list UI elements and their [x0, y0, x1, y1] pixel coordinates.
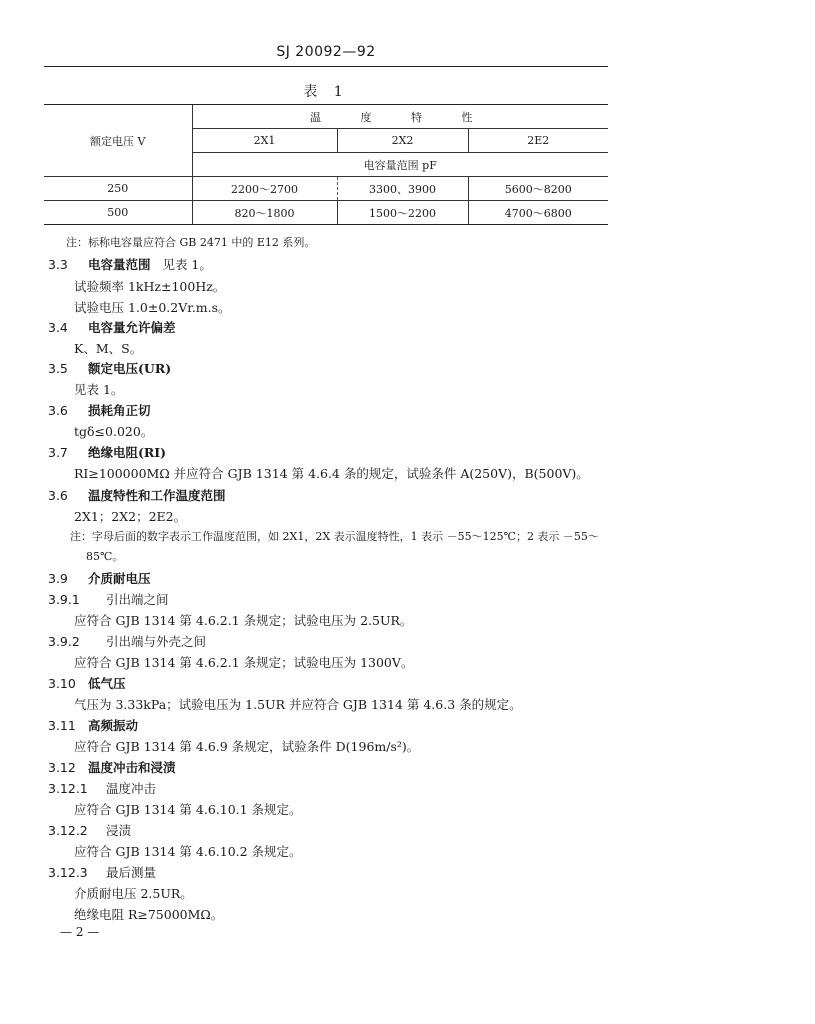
- header-rule: [44, 66, 608, 67]
- table-title: 表 1: [303, 84, 349, 100]
- section-3-9-2-heading: 3.9.2 引出端与外壳之间: [48, 634, 207, 649]
- sub-header-capacitance-range: 电容量范围 pF: [192, 153, 608, 177]
- section-3-12-2-heading: 3.12.2 浸渍: [48, 823, 132, 838]
- paragraph: tgδ≤0.020。: [74, 424, 154, 439]
- table-cell: 2200～2700: [192, 177, 337, 201]
- table-cell: 250: [44, 177, 192, 201]
- paragraph: 见表 1。: [74, 382, 124, 397]
- paragraph: 应符合 GJB 1314 第 4.6.2.1 条规定；试验电压为 2.5UR。: [74, 613, 413, 628]
- table-note: 注：标称电容量应符合 GB 2471 中的 E12 系列。: [66, 236, 316, 249]
- section-3-9-1-heading: 3.9.1 引出端之间: [48, 592, 169, 607]
- paragraph: 2X1；2X2；2E2。: [74, 509, 187, 524]
- section-3-5-heading: 3.5 额定电压(UR): [48, 361, 172, 376]
- section-3-12-1-heading: 3.12.1 温度冲击: [48, 781, 157, 796]
- section-3-6-heading: 3.6 损耗角正切: [48, 403, 151, 418]
- paragraph: 应符合 GJB 1314 第 4.6.10.1 条规定。: [74, 802, 302, 817]
- column-header: 2X1: [192, 129, 337, 153]
- table-cell: 3300、3900: [337, 177, 468, 201]
- column-header: 2E2: [468, 129, 608, 153]
- group-header-temperature: 温 度 特 性: [192, 105, 608, 129]
- section-3-11-heading: 3.11 高频振动: [48, 718, 139, 733]
- paragraph: 气压为 3.33kPa；试验电压为 1.5UR 并应符合 GJB 1314 第 4.6.3 条的规定。: [74, 697, 522, 712]
- section-3-3-heading: 3.3 电容量范围 见表 1。: [48, 257, 212, 272]
- capacitance-table: [44, 104, 608, 225]
- document-number: SJ 20092—92: [276, 44, 376, 60]
- row-header-rated-voltage: 额定电压 V: [44, 105, 192, 177]
- paragraph: RI≥100000MΩ 并应符合 GJB 1314 第 4.6.4 条的规定，试验条件 A(250V)，B(500V)。: [74, 466, 589, 481]
- paragraph: 应符合 GJB 1314 第 4.6.10.2 条规定。: [74, 844, 302, 859]
- column-header: 2X2: [337, 129, 468, 153]
- table-row: [44, 177, 608, 201]
- section-3-12-3-heading: 3.12.3 最后测量: [48, 865, 157, 880]
- table-cell: 1500～2200: [337, 201, 468, 225]
- table-cell: 5600～8200: [468, 177, 608, 201]
- paragraph: 试验频率 1kHz±100Hz。: [74, 279, 226, 294]
- note-text: 注：字母后面的数字表示工作温度范围，如 2X1，2X 表示温度特性，1 表示 －55～125℃；2 表示 －55～: [70, 530, 599, 543]
- section-3-9-heading: 3.9 介质耐电压: [48, 571, 151, 586]
- page-number: — 2 —: [60, 925, 100, 939]
- section-3-6-temp-heading: 3.6 温度特性和工作温度范围: [48, 488, 226, 503]
- note-text: 85℃。: [86, 550, 124, 563]
- table-cell: 820～1800: [192, 201, 337, 225]
- section-3-4-heading: 3.4 电容量允许偏差: [48, 320, 176, 335]
- paragraph: K、M、S。: [74, 341, 143, 356]
- section-3-12-heading: 3.12 温度冲击和浸渍: [48, 760, 176, 775]
- table-cell: 4700～6800: [468, 201, 608, 225]
- section-3-10-heading: 3.10 低气压: [48, 676, 126, 691]
- section-3-7-heading: 3.7 绝缘电阻(RI): [48, 445, 167, 460]
- paragraph: 应符合 GJB 1314 第 4.6.2.1 条规定；试验电压为 1300V。: [74, 655, 414, 670]
- paragraph: 试验电压 1.0±0.2Vr.m.s。: [74, 300, 231, 315]
- paragraph: 应符合 GJB 1314 第 4.6.9 条规定，试验条件 D(196m/s²)。: [74, 739, 420, 754]
- table-row: [44, 201, 608, 225]
- table-cell: 500: [44, 201, 192, 225]
- paragraph: 绝缘电阻 R≥75000MΩ。: [74, 907, 224, 922]
- paragraph: 介质耐电压 2.5UR。: [74, 886, 193, 901]
